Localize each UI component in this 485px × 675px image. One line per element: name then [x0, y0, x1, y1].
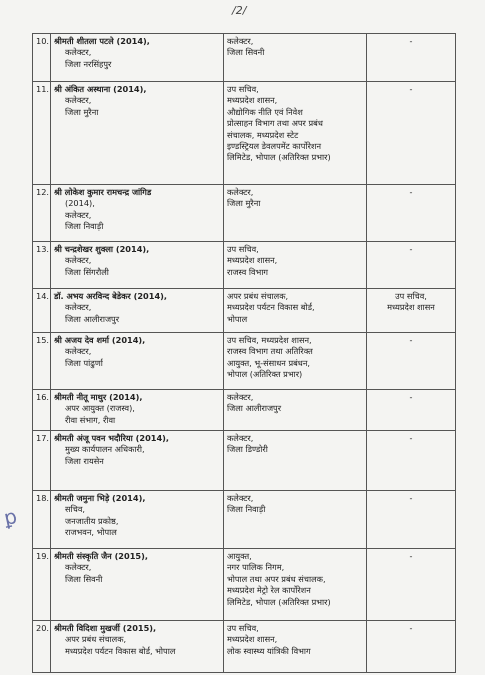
table-row	[33, 242, 456, 289]
new-posting-line: नगर पालिक निगम,	[227, 562, 285, 573]
additional-charge-line: मध्यप्रदेश शासन	[387, 302, 435, 313]
officer-current-post: अपर प्रबंध संचालक,	[65, 634, 127, 645]
new-posting-line: कलेक्टर,	[227, 493, 254, 503]
officer-name: डॉ. अभय अरविन्द बेडेकर (2014),	[54, 291, 168, 301]
officer-cell	[51, 82, 224, 185]
new-posting-line: लिमिटेड, भोपाल (अतिरिक्त प्रभार)	[227, 152, 331, 163]
table-row	[33, 82, 456, 185]
officer-current-post: कलेक्टर,	[65, 209, 92, 220]
additional-charge-line: -	[409, 84, 413, 94]
new-posting-line: प्रोत्साहन विभाग तथा अपर प्रबंध	[227, 118, 323, 129]
table-row	[33, 289, 456, 333]
additional-charge-line: -	[409, 36, 413, 46]
new-posting-line: जिला निवाड़ी	[227, 504, 266, 515]
officer-name: श्री अजय देव शर्मा (2014),	[54, 335, 146, 345]
new-posting-cell	[224, 34, 367, 82]
officer-current-post: जिला नरसिंहपुर	[65, 58, 112, 69]
new-posting-line: भोपाल	[227, 313, 248, 324]
officer-current-post: सचिव,	[65, 504, 86, 515]
additional-charge-line: -	[409, 187, 413, 197]
table-row	[33, 34, 456, 82]
serial-number: 15.	[33, 333, 51, 390]
new-posting-line: कलेक्टर,	[227, 36, 254, 46]
officer-cell	[51, 390, 224, 431]
new-posting-cell	[224, 82, 367, 185]
table-row	[33, 390, 456, 431]
new-posting-line: जिला आलीराजपुर	[227, 403, 282, 414]
officer-current-post: जिला निवाड़ी	[65, 221, 104, 232]
officer-name: श्रीमती विदिशा मुखर्जी (2015),	[54, 623, 157, 633]
officer-name: श्री चन्द्रशेखर शुक्ला (2014),	[54, 244, 150, 254]
additional-charge-cell	[367, 549, 456, 621]
officer-cell	[51, 491, 224, 549]
additional-charge-cell	[367, 491, 456, 549]
officer-current-post: जिला सिंगरौली	[65, 266, 109, 277]
additional-charge-cell	[367, 289, 456, 333]
officer-current-post: जिला आलीराजपुर	[65, 313, 120, 324]
officer-current-post: जिला सिवनी	[65, 573, 103, 584]
new-posting-line: उप सचिव,	[227, 244, 259, 254]
new-posting-cell	[224, 431, 367, 491]
additional-charge-line: -	[409, 551, 413, 561]
officer-name: श्रीमती शीतला पटले (2014),	[54, 36, 150, 46]
new-posting-line: कलेक्टर,	[227, 433, 254, 443]
new-posting-line: राजस्व विभाग तथा अतिरिक्त	[227, 346, 313, 357]
additional-charge-cell	[367, 34, 456, 82]
new-posting-cell	[224, 185, 367, 242]
table-row	[33, 431, 456, 491]
new-posting-line: औद्योगिक नीति एवं निवेश	[227, 106, 303, 117]
handwritten-initials: ꝑ	[1, 503, 20, 531]
officer-current-post: कलेक्टर,	[65, 255, 92, 266]
officer-current-post: कलेक्टर,	[65, 95, 92, 106]
new-posting-line: आयुक्त,	[227, 551, 252, 561]
officer-current-post: कलेक्टर,	[65, 562, 92, 573]
officer-current-post: जिला रायसेन	[65, 455, 104, 466]
serial-number: 16.	[33, 390, 51, 431]
new-posting-line: मध्यप्रदेश शासन,	[227, 634, 278, 645]
serial-number: 14.	[33, 289, 51, 333]
new-posting-line: संचालक, मध्यप्रदेश स्टेट	[227, 129, 299, 140]
serial-number: 12.	[33, 185, 51, 242]
officer-cell	[51, 185, 224, 242]
new-posting-cell	[224, 491, 367, 549]
officer-current-post: मुख्य कार्यपालन अधिकारी,	[65, 444, 145, 455]
page-number: /2/	[232, 4, 247, 17]
additional-charge-line: -	[409, 392, 413, 402]
officer-cell	[51, 431, 224, 491]
additional-charge-line: -	[409, 433, 413, 443]
new-posting-line: लोक स्वास्थ्य यांत्रिकी विभाग	[227, 645, 311, 656]
officer-name: श्रीमती जमुना भिड़े (2014),	[54, 493, 146, 503]
new-posting-line: कलेक्टर,	[227, 187, 254, 197]
new-posting-cell	[224, 390, 367, 431]
officer-cell	[51, 333, 224, 390]
additional-charge-cell	[367, 431, 456, 491]
officer-current-post: अपर आयुक्त (राजस्व),	[65, 403, 135, 414]
officer-cell	[51, 34, 224, 82]
additional-charge-cell	[367, 390, 456, 431]
new-posting-line: मध्यप्रदेश शासन,	[227, 255, 278, 266]
officer-current-post: जनजातीय प्रकोष्ठ,	[65, 515, 119, 526]
serial-number: 18.	[33, 491, 51, 549]
officer-cell	[51, 242, 224, 289]
officer-current-post: कलेक्टर,	[65, 302, 92, 313]
new-posting-line: जिला मुरैना	[227, 198, 261, 209]
serial-number: 17.	[33, 431, 51, 491]
new-posting-line: उप सचिव,	[227, 84, 259, 94]
serial-number: 10.	[33, 34, 51, 82]
table-row	[33, 621, 456, 673]
additional-charge-line: -	[409, 335, 413, 345]
additional-charge-line: -	[409, 244, 413, 254]
transfer-orders-body	[33, 34, 456, 673]
table-row	[33, 333, 456, 390]
additional-charge-cell	[367, 242, 456, 289]
table-row	[33, 549, 456, 621]
officer-current-post: रीवा संभाग, रीवा	[65, 414, 116, 425]
additional-charge-cell	[367, 185, 456, 242]
officer-cell	[51, 549, 224, 621]
officer-current-post: (2014),	[65, 198, 95, 209]
serial-number: 11.	[33, 82, 51, 185]
officer-current-post: जिला मुरैना	[65, 106, 99, 117]
additional-charge-cell	[367, 82, 456, 185]
new-posting-line: उप सचिव,	[227, 623, 259, 633]
new-posting-line: मध्यप्रदेश मेट्रो रेल कार्पोरेशन	[227, 585, 311, 596]
new-posting-line: मध्यप्रदेश शासन,	[227, 95, 278, 106]
new-posting-line: उप सचिव, मध्यप्रदेश शासन,	[227, 335, 312, 345]
additional-charge-cell	[367, 333, 456, 390]
new-posting-line: लिमिटेड, भोपाल (अतिरिक्त प्रभार)	[227, 596, 331, 607]
officer-current-post: मध्यप्रदेश पर्यटन विकास बोर्ड, भोपाल	[65, 645, 176, 656]
officer-current-post: कलेक्टर,	[65, 47, 92, 58]
new-posting-cell	[224, 242, 367, 289]
table-row	[33, 491, 456, 549]
new-posting-cell	[224, 289, 367, 333]
new-posting-line: जिला डिण्डोरी	[227, 444, 268, 455]
serial-number: 13.	[33, 242, 51, 289]
new-posting-line: आयुक्त, भू-संसाधन प्रबंधन,	[227, 357, 310, 368]
new-posting-line: भोपाल (अतिरिक्त प्रभार)	[227, 369, 303, 380]
serial-number: 19.	[33, 549, 51, 621]
officer-current-post: राजभवन, भोपाल	[65, 527, 117, 538]
additional-charge-line: उप सचिव,	[395, 291, 427, 301]
additional-charge-cell	[367, 621, 456, 673]
officer-cell	[51, 289, 224, 333]
table-row	[33, 185, 456, 242]
officer-cell	[51, 621, 224, 673]
officer-name: श्री लोकेश कुमार रामचन्द्र जांगिड	[54, 187, 152, 197]
additional-charge-line: -	[409, 623, 413, 633]
officer-current-post: जिला पांढुर्णा	[65, 357, 103, 368]
new-posting-cell	[224, 621, 367, 673]
new-posting-line: राजस्व विभाग	[227, 266, 269, 277]
new-posting-line: भोपाल तथा अपर प्रबंध संचालक,	[227, 573, 326, 584]
officer-name: श्रीमती संस्कृति जैन (2015),	[54, 551, 148, 561]
officer-current-post: कलेक्टर,	[65, 346, 92, 357]
new-posting-line: जिला सिवनी	[227, 47, 265, 58]
new-posting-cell	[224, 549, 367, 621]
new-posting-line: कलेक्टर,	[227, 392, 254, 402]
officer-name: श्री अंकित अस्थाना (2014),	[54, 84, 147, 94]
new-posting-line: मध्यप्रदेश पर्यटन विकास बोर्ड,	[227, 302, 315, 313]
officer-name: श्रीमती नीतू माथुर (2014),	[54, 392, 143, 402]
serial-number: 20.	[33, 621, 51, 673]
new-posting-line: इण्डस्ट्रियल डेवलपमेंट कार्पोरेशन	[227, 141, 322, 152]
new-posting-line: अपर प्रबंध संचालक,	[227, 291, 289, 301]
transfer-orders-table	[32, 33, 456, 673]
new-posting-cell	[224, 333, 367, 390]
additional-charge-line: -	[409, 493, 413, 503]
officer-name: श्रीमती अंजू पवन भदौरिया (2014),	[54, 433, 170, 443]
